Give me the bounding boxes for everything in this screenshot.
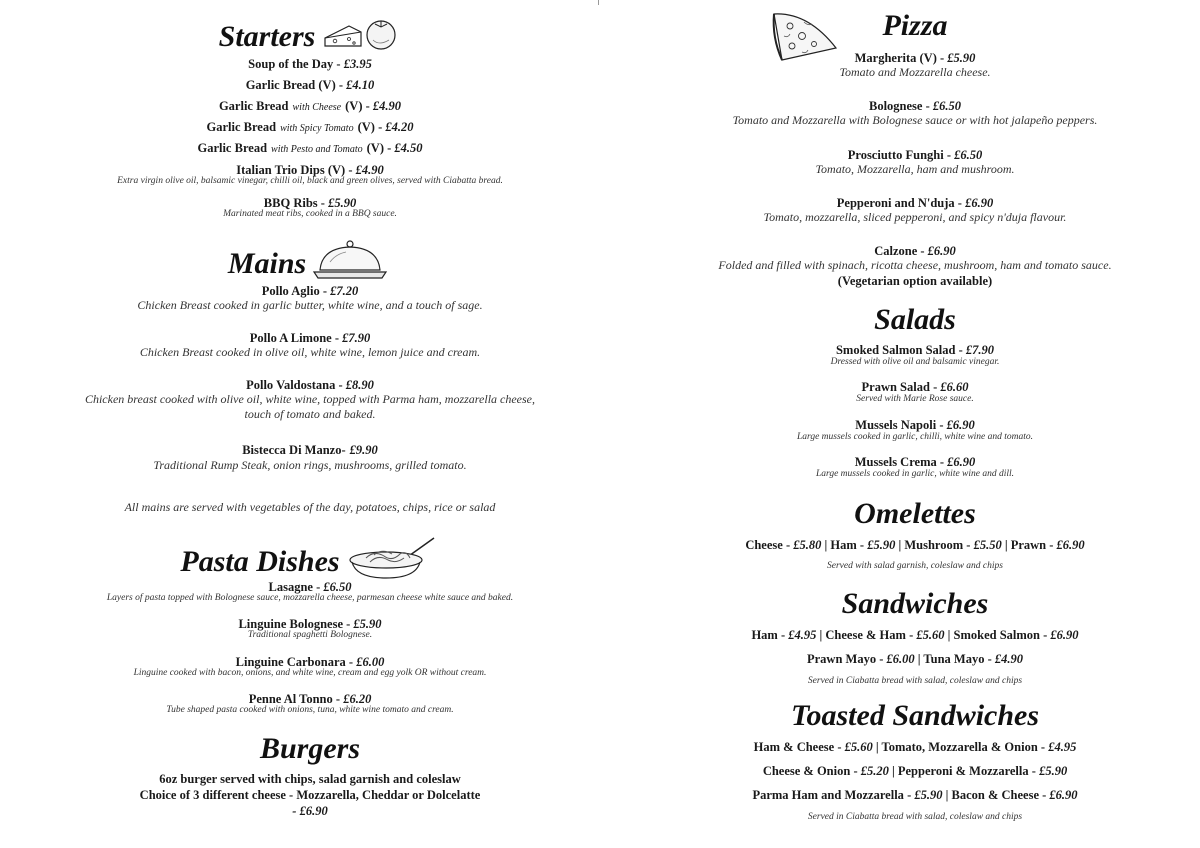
menu-item: Pollo Aglio - £7.20 [261,284,359,298]
item-description: Tomato and Mozzarella with Bolognese sauce or with hot jalapeño peppers. [732,113,1098,127]
item-price: £6.90 [965,196,994,210]
item-price: £5.20 [860,764,889,778]
item-description: Chicken breast cooked with olive oil, white wine, topped with Parma ham, mozzarella cheese, [84,392,536,406]
item-name: Pepperoni and N'duja [836,196,955,210]
item-price: £6.90 [1056,538,1085,552]
item-price: £6.90 [1049,788,1078,802]
item-price: £6.60 [940,380,969,394]
item-name: Soup of the Day [248,57,334,71]
menu-item: Mussels Napoli - £6.90 [855,418,975,432]
sandwiches-note: Served in Ciabatta bread with salad, coleslaw and chips [807,676,1023,686]
sandwiches-heading: Sandwiches [841,587,989,620]
toasted-row-3: Parma Ham and Mozzarella - £5.90 | Bacon & Cheese - £6.90 [752,788,1078,802]
menu-item: Linguine Carbonara - £6.00 [235,655,385,669]
item-description: Dressed with olive oil and balsamic vinegar. [830,357,1000,367]
item-name: Bistecca Di Manzo- [242,443,346,457]
item-name: Linguine Bolognese [238,617,343,631]
item-name: Prawn Salad [861,380,930,394]
center-mark [598,0,599,5]
item-name: Mushroom [904,538,964,552]
item-name: Margherita (V) [854,51,937,65]
burgers-heading-row [0,733,620,765]
salads-heading-row [610,304,1200,336]
menu-item: Linguine Bolognese - £5.90 [238,617,382,631]
item-price: £4.50 [394,141,423,155]
sandwiches-row-1: Ham - £4.95 | Cheese & Ham - £5.60 | Smoked Salmon - £6.90 [751,628,1079,642]
item-price: £7.90 [965,343,995,357]
sandwiches-heading-row [610,588,1200,620]
burgers-line-2: Choice of 3 different cheese - Mozzarella, Cheddar or Dolcelatte [139,788,481,802]
item-price: £4.90 [372,99,402,113]
burgers-price-row [0,802,620,820]
item-price: £9.90 [349,443,378,457]
sandwiches-row-2: Prawn Mayo - £6.00 | Tuna Mayo - £4.90 [807,652,1023,666]
menu-item: Garlic Bread (V) - £4.10 [245,78,375,92]
item-description: Traditional spaghetti Bolognese. [247,630,373,640]
item-description: Extra virgin olive oil, balsamic vinegar, chilli oil, black and green olives, served with Ciabatta bread. [117,176,503,186]
menu-item: Penne Al Tonno - £6.20 [248,692,372,706]
item-price: £6.00 [886,652,915,666]
omelettes-heading-row [610,498,1200,530]
item-name: Linguine Carbonara [235,655,346,669]
item-name: Prosciutto Funghi [847,148,944,162]
menu-item: Pollo Valdostana - £8.90 [246,378,374,392]
item-price: £4.90 [355,163,384,177]
menu-item: BBQ Ribs - £5.90 [263,196,357,210]
omelettes-note: Served with salad garnish, coleslaw and chips [826,561,1003,571]
menu-item: Bolognese - £6.50 [868,99,962,113]
item-name: Smoked Salmon [953,628,1040,642]
item-name: Parma Ham and Mozzarella [752,788,904,802]
mains-heading: Mains [227,246,307,280]
item-description: Large mussels cooked in garlic, chilli, white wine and tomato. [796,432,1034,442]
item-price: £5.60 [916,628,945,642]
burgers-heading: Burgers [259,732,361,765]
item-price: £4.10 [346,78,375,92]
mains-note: All mains are served with vegetables of the day, potatoes, chips, rice or salad [124,500,496,514]
item-name: Garlic Bread [218,99,289,113]
pasta-heading: Pasta Dishes [180,544,340,578]
item-price: £6.90 [1050,628,1079,642]
burgers-line-1: 6oz burger served with chips, salad garnish and coleslaw [159,772,461,786]
item-name: BBQ Ribs [263,196,318,210]
item-price: £5.90 [947,51,976,65]
item-name: Italian Trio Dips (V) [236,163,346,177]
item-price: £5.60 [844,740,873,754]
item-description: Chicken Breast cooked in garlic butter, white wine, and a touch of sage. [137,298,483,312]
item-name: Cheese & Ham [825,628,906,642]
item-price: £4.95 [1048,740,1077,754]
item-name: Smoked Salmon Salad [835,343,956,357]
item-price: £7.20 [330,284,359,298]
item-price: £6.90 [947,455,976,469]
item-name: Garlic Bread [197,141,268,155]
menu-item: Garlic Bread with Pesto and Tomato (V) - £4.50 [197,141,423,155]
item-name: Ham [830,538,857,552]
item-price: £5.50 [973,538,1002,552]
item-description-cont: touch of tomato and baked. [244,407,376,421]
item-description: Served with Marie Rose sauce. [856,394,974,404]
pizza-heading-row [610,10,1200,42]
item-description: Tomato, mozzarella, sliced pepperoni, and spicy n'duja flavour. [763,210,1067,224]
item-variant: with Cheese [292,102,342,113]
item-price: £6.90 [927,244,956,258]
menu-item: Pepperoni and N'duja - £6.90 [836,196,994,210]
item-name: Cheese & Onion [762,764,851,778]
item-name: Pollo Aglio [261,284,320,298]
menu-item: Garlic Bread with Cheese (V) - £4.90 [218,99,402,113]
item-description: Linguine cooked with bacon, onions, and white wine, cream and egg yolk OR without cream. [133,668,487,678]
pizza-heading: Pizza [882,9,948,42]
item-description: Tomato and Mozzarella cheese. [839,65,991,79]
cheese-and-tomato-icon [319,16,401,57]
item-description: Tube shaped pasta cooked with onions, tuna, white wine tomato and cream. [166,705,454,715]
item-price: £4.95 [788,628,817,642]
starters-heading-row [0,16,620,57]
item-name: Pepperoni & Mozzarella [897,764,1029,778]
menu-item: Garlic Bread with Spicy Tomato (V) - £4.20 [206,120,414,134]
item-name: Calzone [874,244,918,258]
item-price: £6.50 [323,580,352,594]
vegetarian-note: (Vegetarian option available) [837,274,993,288]
omelettes-heading: Omelettes [854,497,976,530]
item-name: Mussels Crema [854,455,937,469]
item-name: Pollo Valdostana [246,378,336,392]
item-variant: with Spicy Tomato [280,123,354,134]
item-price: £6.50 [954,148,983,162]
item-description: Layers of pasta topped with Bolognese sauce, mozzarella cheese, parmesan cheese white sauce and baked. [106,593,514,603]
item-price: £5.90 [353,617,382,631]
item-price: £8.90 [345,378,374,392]
item-name: Prawn [1010,538,1047,552]
item-price: £5.90 [1039,764,1068,778]
item-name: Bacon & Cheese [951,788,1039,802]
menu-item [0,441,620,459]
toasted-note: Served in Ciabatta bread with salad, coleslaw and chips [807,812,1023,822]
item-name: Prawn Mayo [807,652,877,666]
toasted-heading-row [610,700,1200,732]
toasted-row-2: Cheese & Onion - £5.20 | Pepperoni & Mozzarella - £5.90 [762,764,1068,778]
toasted-row-1: Ham & Cheese - £5.60 | Tomato, Mozzarella & Onion - £4.95 [753,740,1077,754]
item-name: Tomato, Mozzarella & Onion [881,740,1038,754]
item-price: £7.90 [342,331,371,345]
item-price: £6.50 [932,99,962,113]
item-name: Garlic Bread (V) [245,78,336,92]
item-variant: with Pesto and Tomato [271,144,363,155]
menu-item: Soup of the Day - £3.95 [248,57,372,71]
item-name: Mussels Napoli [855,418,937,432]
menu-item: Prosciutto Funghi - £6.50 [847,148,983,162]
item-price: £4.20 [385,120,414,134]
item-price: £4.90 [994,652,1023,666]
menu-item: Mussels Crema - £6.90 [854,455,976,469]
toasted-heading: Toasted Sandwiches [790,699,1040,732]
item-description: Folded and filled with spinach, ricotta cheese, mushroom, ham and tomato sauce. [718,258,1112,272]
item-price: £6.00 [356,655,385,669]
item-name: Tuna Mayo [923,652,985,666]
item-price: £6.20 [343,692,372,706]
menu-item: Prawn Salad - £6.60 [861,380,969,394]
item-name: Pollo A Limone [249,331,332,345]
item-description: Marinated meat ribs, cooked in a BBQ sauce. [223,209,397,219]
item-name: Ham & Cheese [753,740,835,754]
menu-item: Calzone - £6.90 [874,244,956,258]
burgers-price: - £6.90 [292,804,328,818]
item-name: Cheese [745,538,783,552]
menu-item: Margherita (V) - £5.90 [854,51,976,65]
item-name: Ham [751,628,778,642]
menu-item: Italian Trio Dips (V) - £4.90 [236,163,384,177]
item-price: £5.80 [793,538,822,552]
salads-heading: Salads [874,303,956,336]
item-price: £3.95 [343,57,372,71]
menu-item: Pollo A Limone - £7.90 [249,331,371,345]
item-description: Chicken Breast cooked in olive oil, white wine, lemon juice and cream. [139,345,481,359]
item-price: £6.90 [946,418,975,432]
item-price: £5.90 [328,196,357,210]
item-price: £5.90 [867,538,896,552]
item-description: Traditional Rump Steak, onion rings, mushrooms, grilled tomato. [153,458,467,472]
item-price: £5.90 [914,788,943,802]
item-name: Penne Al Tonno [248,692,333,706]
item-description: Large mussels cooked in garlic, white wine and dill. [815,469,1015,479]
item-name: Bolognese [868,99,923,113]
item-name: Lasagne [268,580,313,594]
menu-item: Smoked Salmon Salad - £7.90 [835,343,995,357]
omelettes-row: Cheese - £5.80 | Ham - £5.90 | Mushroom - £5.50 | Prawn - £6.90 [745,538,1085,552]
menu-item: Lasagne - £6.50 [268,580,352,594]
item-description: Tomato, Mozzarella, ham and mushroom. [815,162,1015,176]
starters-heading: Starters [218,19,316,53]
item-name: Garlic Bread [206,120,277,134]
